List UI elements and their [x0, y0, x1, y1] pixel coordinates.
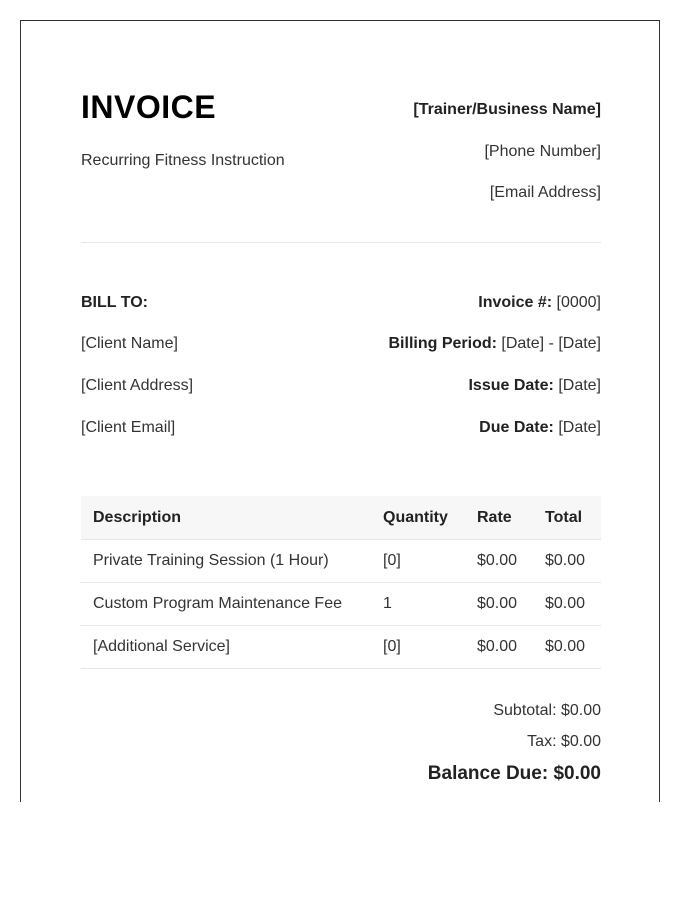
bill-to-label: BILL TO:: [81, 294, 148, 311]
issue-date-label: Issue Date:: [468, 377, 554, 394]
invoice-number-label: Invoice #:: [478, 294, 553, 311]
item-total: $0.00: [533, 583, 601, 626]
due-date-label: Due Date:: [479, 419, 554, 436]
header-divider: [81, 242, 601, 243]
item-rate: $0.00: [465, 540, 533, 583]
item-description: [Additional Service]: [81, 626, 371, 669]
table-row: [81, 540, 601, 583]
item-quantity: 1: [371, 583, 465, 626]
client-name: [Client Name]: [81, 335, 178, 352]
invoice-number: [478, 292, 601, 314]
table-header-row: [81, 496, 601, 540]
item-description: Custom Program Maintenance Fee: [81, 583, 371, 626]
subtotal: Subtotal: $0.00: [493, 702, 601, 719]
item-rate: $0.00: [465, 583, 533, 626]
balance-due: Balance Due: $0.00: [427, 763, 601, 784]
business-phone: [Phone Number]: [484, 143, 601, 160]
tax: Tax: $0.00: [527, 733, 601, 750]
column-header-total: Total: [533, 496, 601, 540]
item-rate: $0.00: [465, 626, 533, 669]
billing-period-value: [Date] - [Date]: [501, 335, 601, 352]
item-quantity: [0]: [371, 540, 465, 583]
table-row: [81, 626, 601, 669]
issue-date: [468, 375, 601, 397]
item-quantity: [0]: [371, 626, 465, 669]
column-header-rate: Rate: [465, 496, 533, 540]
column-header-description: Description: [81, 496, 371, 540]
client-email: [Client Email]: [81, 419, 176, 436]
item-total: $0.00: [533, 626, 601, 669]
item-total: $0.00: [533, 540, 601, 583]
business-email: [Email Address]: [489, 184, 601, 201]
billing-period: [389, 333, 602, 355]
line-items-table: [81, 496, 601, 669]
table-row: [81, 583, 601, 626]
due-date: [479, 417, 601, 439]
column-header-quantity: Quantity: [371, 496, 465, 540]
issue-date-value: [Date]: [558, 377, 601, 394]
due-date-value: [Date]: [558, 419, 601, 436]
client-address: [Client Address]: [81, 377, 194, 394]
item-description: Private Training Session (1 Hour): [81, 540, 371, 583]
invoice-title: INVOICE: [81, 89, 217, 125]
business-name: [Trainer/Business Name]: [413, 101, 601, 118]
invoice-subtitle: Recurring Fitness Instruction: [81, 152, 285, 169]
invoice-page: [20, 20, 660, 802]
invoice-number-value: [0000]: [556, 294, 601, 311]
billing-period-label: Billing Period:: [388, 335, 497, 352]
